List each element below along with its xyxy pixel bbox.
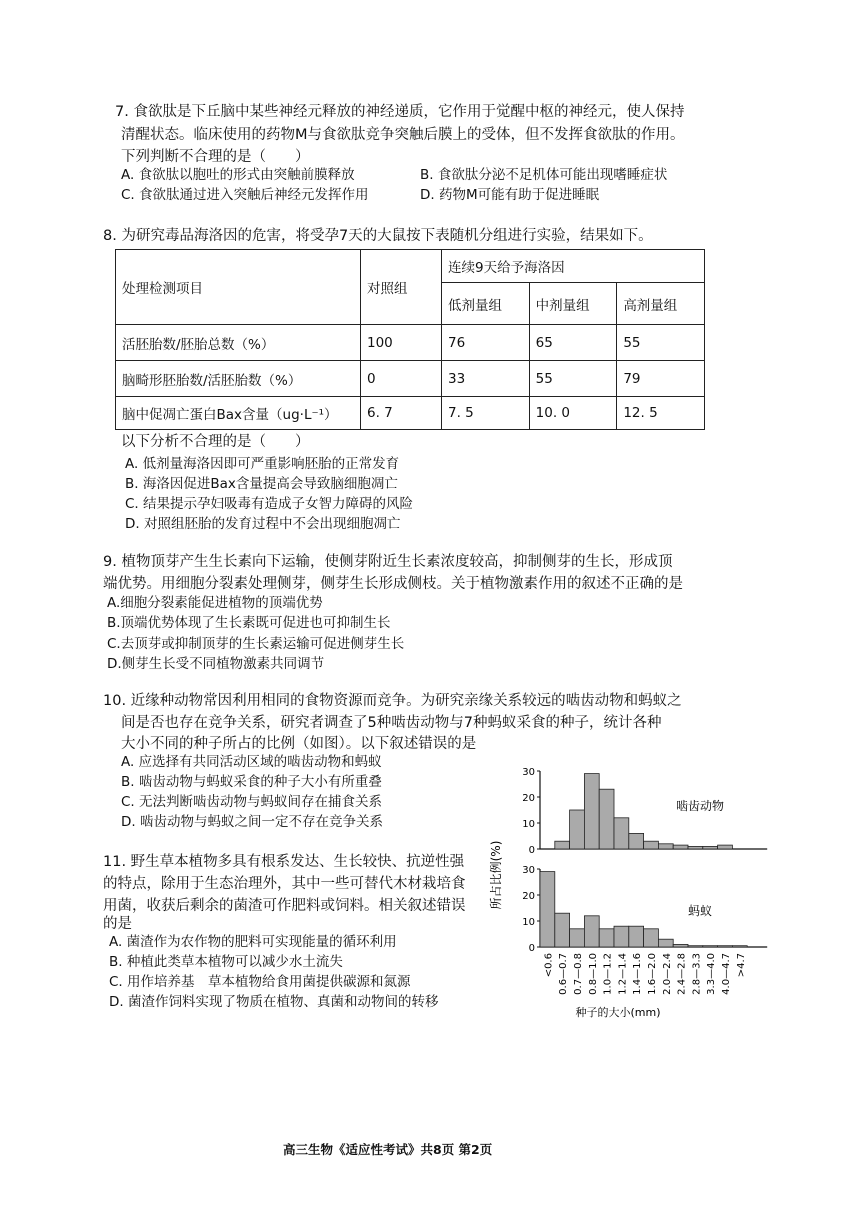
x-tick-labels <box>543 953 746 995</box>
q11-stem-line1: 11. 野生草本植物多具有根系发达、生长较快、抗逆性强 <box>103 854 465 870</box>
table-row <box>116 325 705 361</box>
row-label: 脑中促凋亡蛋白Bax含量（ug·L⁻¹） <box>116 397 361 430</box>
rodent-bar <box>599 789 614 849</box>
q10-option-d: D. 啮齿动物与蚂蚁之间一定不存在竞争关系 <box>121 814 383 830</box>
q9-stem-line2: 端优势。用细胞分裂素处理侧芽，侧芽生长形成侧枝。关于植物激素作用的叙述不正确的是 <box>103 576 683 592</box>
q7-option-d: D. 药物M可能有助于促进睡眠 <box>420 187 600 203</box>
rodent-bar <box>644 841 659 849</box>
ant-bar <box>688 946 703 947</box>
q8-option-d: D. 对照组胚胎的发育过程中不会出现细胞凋亡 <box>125 516 401 532</box>
rodent-bar <box>718 845 733 849</box>
ant-bar <box>599 929 614 947</box>
seed-size-chart <box>478 760 778 1030</box>
ant-panel <box>522 865 767 954</box>
q7-option-b: B. 食欲肽分泌不足机体可能出现嗜睡症状 <box>420 167 668 183</box>
q10-stem-line3: 大小不同的种子所占的比例（如图）。以下叙述错误的是 <box>121 736 477 752</box>
table-row <box>116 361 705 397</box>
rodent-bar <box>688 846 703 849</box>
q9-option-d: D.侧芽生长受不同植物激素共同调节 <box>107 656 325 672</box>
q10-option-b: B. 啮齿动物与蚂蚁采食的种子大小有所重叠 <box>121 774 382 790</box>
rodent-bar <box>673 845 688 849</box>
ant-y-tick-label: 10 <box>522 917 535 928</box>
ant-bar <box>555 913 570 947</box>
q10-option-c: C. 无法判断啮齿动物与蚂蚁间存在捕食关系 <box>121 794 383 810</box>
rodent-bar <box>614 818 629 849</box>
q9-option-a: A.细胞分裂素能促进植物的顶端优势 <box>107 595 323 611</box>
q8-stem: 8. 为研究毒品海洛因的危害，将受孕7天的大鼠按下表随机分组进行实验，结果如下。 <box>103 228 653 244</box>
x-tick-label: 2.8—3.3 <box>691 953 703 995</box>
ant-series-label: 蚂蚁 <box>688 904 713 918</box>
cell: 55 <box>617 325 705 361</box>
x-tick-label: 1.0—1.2 <box>602 953 614 995</box>
header-control: 对照组 <box>361 250 442 325</box>
rodent-panel <box>522 767 767 856</box>
rodent-bar <box>703 846 718 849</box>
q8-question: 以下分析不合理的是（ ） <box>121 434 310 450</box>
rodent-y-tick-label: 10 <box>522 819 535 830</box>
q11-stem-line4: 的是 <box>103 916 132 932</box>
q11-option-b: B. 种植此类草本植物可以减少水土流失 <box>109 954 343 970</box>
header-item: 处理检测项目 <box>116 250 361 325</box>
x-tick-label: 0.8—1.0 <box>587 953 599 995</box>
q7-option-c: C. 食欲肽通过进入突触后神经元发挥作用 <box>121 187 369 203</box>
x-tick-label: 0.7—0.8 <box>573 953 584 995</box>
row-label: 脑畸形胚胎数/活胚胎数（%） <box>116 361 361 397</box>
header-heroin-group: 连续9天给予海洛因 <box>442 250 705 283</box>
header-low-dose: 低剂量组 <box>442 283 530 325</box>
rodent-y-tick-label: 30 <box>522 767 535 778</box>
header-high-dose: 高剂量组 <box>617 283 705 325</box>
rodent-bar <box>555 841 570 849</box>
q7-option-a: A. 食欲肽以胞吐的形式由突触前膜释放 <box>121 167 355 183</box>
q7-stem-line1: 7. 食欲肽是下丘脑中某些神经元释放的神经递质，它作用于觉醒中枢的神经元，使人保持 <box>115 104 685 120</box>
x-tick-label: 2.4—2.8 <box>676 953 688 995</box>
experiment-table <box>115 249 705 430</box>
q8-option-c: C. 结果提示孕妇吸毒有造成子女智力障碍的风险 <box>125 496 414 512</box>
cell: 0 <box>361 361 442 397</box>
page-footer: 高三生物《适应性考试》共8页 第2页 <box>283 1142 493 1157</box>
q9-option-b: B.顶端优势体现了生长素既可促进也可抑制生长 <box>107 615 391 631</box>
cell: 100 <box>361 325 442 361</box>
cell: 33 <box>442 361 530 397</box>
cell: 76 <box>442 325 530 361</box>
ant-bar <box>570 929 585 947</box>
ant-bar <box>614 926 629 947</box>
cell: 79 <box>617 361 705 397</box>
q10-stem-line1: 10. 近缘种动物常因利用相同的食物资源而竞争。为研究亲缘关系较远的啮齿动物和蚂蚁之 <box>103 693 682 709</box>
ant-y-tick-label: 20 <box>522 891 535 902</box>
cell: 6. 7 <box>361 397 442 430</box>
rodent-y-tick-label: 20 <box>522 793 535 804</box>
rodent-bar <box>658 844 673 849</box>
q11-stem-line2: 的特点，除用于生态治理外，其中一些可替代木材栽培食 <box>103 876 466 892</box>
x-tick-label: 3.3—4.0 <box>706 953 718 995</box>
cell: 12. 5 <box>617 397 705 430</box>
cell: 10. 0 <box>529 397 617 430</box>
cell: 55 <box>529 361 617 397</box>
q10-option-a: A. 应选择有共同活动区域的啮齿动物和蚂蚁 <box>121 754 382 770</box>
x-tick-label: 1.2—1.4 <box>617 953 629 995</box>
cell: 7. 5 <box>442 397 530 430</box>
rodent-bar <box>629 833 644 849</box>
q9-stem-line1: 9. 植物顶芽产生生长素向下运输，使侧芽附近生长素浓度较高，抑制侧芽的生长，形成顶 <box>103 554 673 570</box>
x-tick-label: 1.4—1.6 <box>632 953 644 995</box>
x-tick-label: >4.7 <box>735 953 747 978</box>
rodent-bar <box>584 774 599 849</box>
rodent-series-label: 啮齿动物 <box>676 799 725 813</box>
table-row <box>116 397 705 430</box>
ant-y-tick-label: 0 <box>528 943 535 954</box>
q7-question: 下列判断不合理的是（ ） <box>121 149 310 165</box>
row-label: 活胚胎数/胚胎总数（%） <box>116 325 361 361</box>
ant-y-tick-label: 30 <box>522 865 535 876</box>
ant-bar <box>644 929 659 947</box>
ant-bar <box>540 872 555 947</box>
q9-option-c: C.去顶芽或抑制顶芽的生长素运输可促进侧芽生长 <box>107 636 405 652</box>
q8-option-a: A. 低剂量海洛因即可严重影响胚胎的正常发育 <box>125 456 400 472</box>
ant-bar <box>718 946 733 947</box>
header-mid-dose: 中剂量组 <box>529 283 617 325</box>
q10-stem-line2: 间是否也存在竞争关系，研究者调查了5种啮齿动物与7种蚂蚁采食的种子，统计各种 <box>121 715 662 731</box>
q11-stem-line3: 用菌，收获后剩余的菌渣可作肥料或饲料。相关叙述错误 <box>103 898 466 914</box>
ant-bar <box>629 926 644 947</box>
q11-option-d: D. 菌渣作饲料实现了物质在植物、真菌和动物间的转移 <box>109 994 439 1010</box>
x-axis-label: 种子的大小(mm) <box>575 1006 661 1019</box>
y-axis-label: 所占比例(%) <box>489 840 503 910</box>
q11-option-c: C. 用作培养基 草本植物给食用菌提供碳源和氮源 <box>109 974 411 990</box>
x-tick-label: 4.0—4.7 <box>721 953 732 995</box>
rodent-y-tick-label: 0 <box>528 845 535 856</box>
q7-stem-line2: 清醒状态。临床使用的药物M与食欲肽竞争突触后膜上的受体，但不发挥食欲肽的作用。 <box>121 127 685 143</box>
ant-bar <box>703 946 718 947</box>
x-tick-label: 1.6—2.0 <box>647 953 658 995</box>
x-tick-label: 0.6—0.7 <box>558 953 570 995</box>
ant-bar <box>673 944 688 947</box>
x-tick-label: 2.0—2.4 <box>661 953 673 995</box>
rodent-bar <box>570 810 585 849</box>
ant-bar <box>658 939 673 947</box>
q8-option-b: B. 海洛因促进Bax含量提高会导致脑细胞凋亡 <box>125 476 398 492</box>
x-tick-label: <0.6 <box>543 953 555 978</box>
q11-option-a: A. 菌渣作为农作物的肥料可实现能量的循环利用 <box>109 934 397 950</box>
cell: 65 <box>529 325 617 361</box>
ant-bar <box>732 946 747 947</box>
ant-bar <box>584 916 599 947</box>
